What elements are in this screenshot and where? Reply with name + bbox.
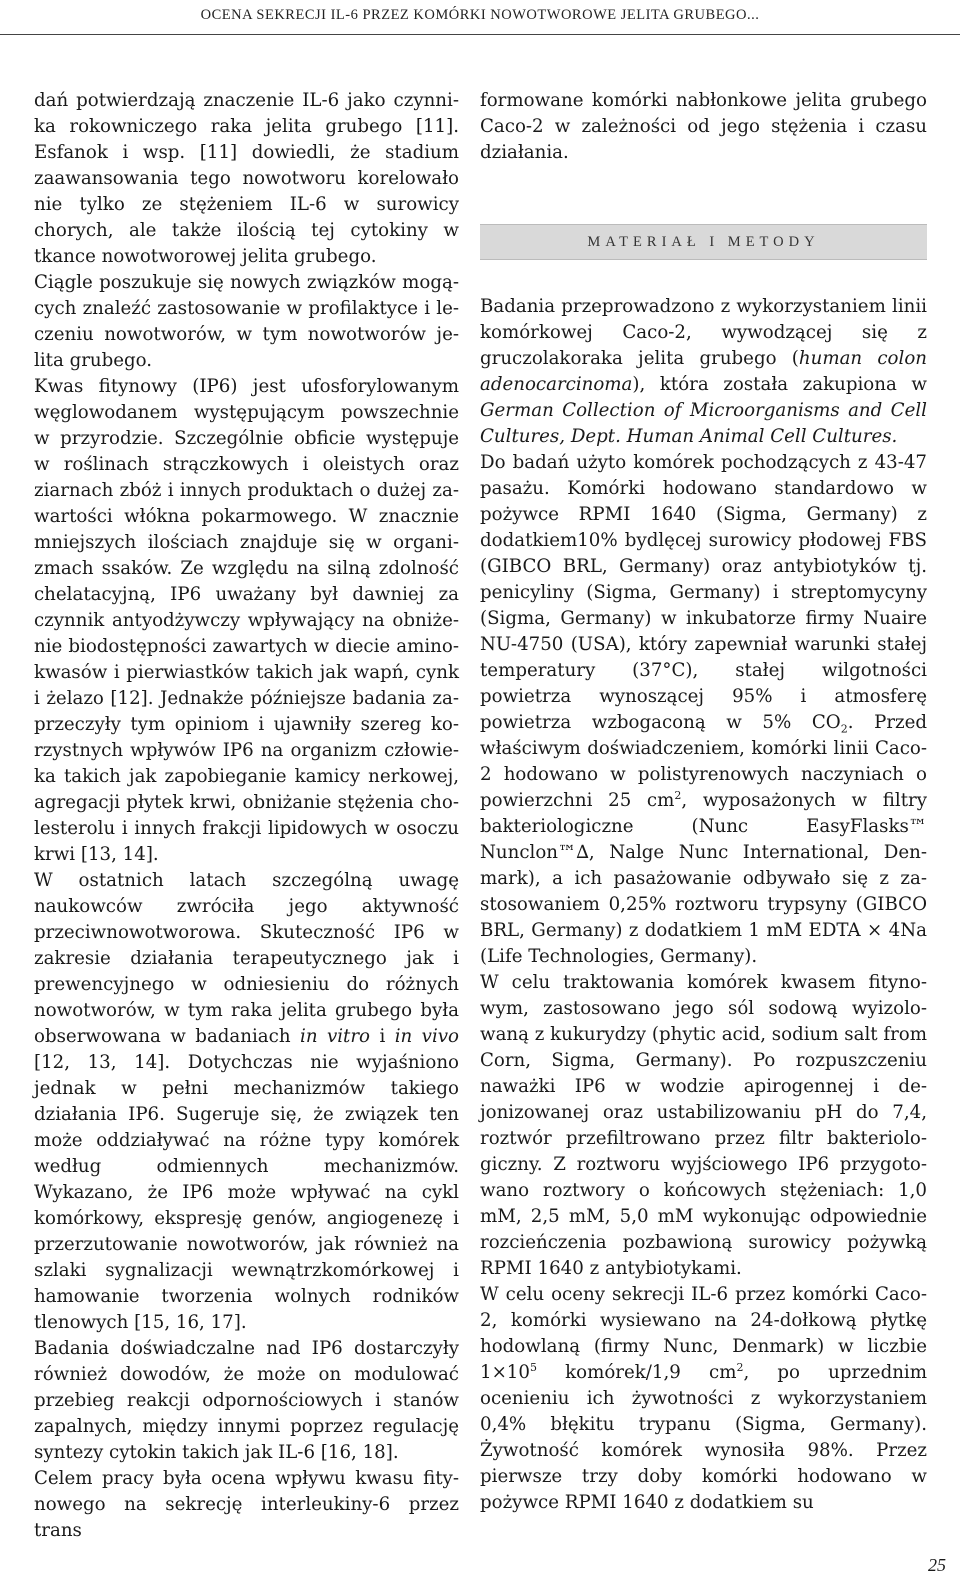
running-header: OCENA SEKRECJI IL-6 PRZEZ KOMÓRKI NOWOTWOROWE JELITA GRUBEGO...	[200, 7, 760, 23]
paragraph: Do badań użyto komórek pochodzących z 43-47 pasażu. Komórki hodowano standardowo w pożywce RPMI 1640 (Sigma, Germany) z dodatkiem10% bydlęcej surowicy płodowej FBS (GIBCO BRL, Germany) oraz antybiotyków tj. penicyliny (Sigma, Germany) i streptomycyny (Sigma, Germany) w inkubatorze firmy Nuaire NU-4750 (USA), który zapewniał warunki stałej temperatury (37°C), stałej wilgotności powietrza wynoszącej 95% i atmosferę powietrza wzbogaconą w 5% $CO_2$. Przed właściwym doświadczeniem, komórki linii Caco-2 hodowano w polistyrenowych naczyniach o powierzchni 25 $cm^2$, wyposażonych w filtry bakteriologiczne (Nunc EasyFlasks™ Nunclon™∆, Nalge Nunc International, Denmark), a ich pasażowanie odbywało się z zastosowaniem 0,25% roztworu trypsyny (GIBCO BRL, Germany) z dodatkiem 1 mM EDTA × 4Na (Life Technologies, Germany).	[480, 452, 927, 967]
paragraph: W celu oceny sekrecji IL-6 przez komórki Caco-2, komórki wysiewano na 24-dołkową płytkę hodowlaną (firmy Nunc, Denmark) w liczbie $1\times 10^5$ komórek/1,9 $cm^2$, po uprzednim ocenieniu ich żywotności z wykorzystaniem 0,4% błękitu trypanu (Sigma, Germany). Żywotność komórek wynosiła 98%. Przez pierwsze trzy doby komórki hodowano w pożywce RPMI 1640 z dodatkiem su	[480, 1284, 927, 1513]
header-rule	[0, 34, 960, 35]
paragraph: Badania przeprowadzono z wykorzystaniem linii komórkowej Caco-2, wywodzącej się z gruczolakoraka jelita grubego (human colon adenocarcinoma), która została zakupiona w German Collection of Microorganisms and Cell Cultures, Dept. Human Animal Cell Cultures.	[480, 296, 927, 447]
paragraph: formowane komórki nabłonkowe jelita grubego Caco-2 w zależności od jego stężenia i czasu działania.	[480, 90, 927, 163]
paragraph: dań potwierdzają znaczenie IL-6 jako czynnika rokowniczego raka jelita grubego [11]. Esfanok i wsp. [11] dowiedli, że stadium zaawansowania tego nowotworu korelowało nie tylko ze stężeniem IL-6 w surowicy chorych, ale także ilością tej cytokiny w tkance nowotworowej jelita grubego.	[34, 90, 459, 267]
left-column	[34, 88, 459, 1544]
paragraph: Celem pracy była ocena wpływu kwasu fitynowego na sekrecję interleukiny-6 przez trans	[34, 1468, 459, 1541]
paragraph: W ostatnich latach szczególną uwagę naukowców zwróciła jego aktywność przeciwnowotworowa. Skuteczność IP6 w zakresie działania terapeutycznego jak i prewencyjnego w odniesieniu do różnych nowotworów, w tym raka jelita grubego była obserwowana w badaniach in vitro i in vivo [12, 13, 14]. Dotychczas nie wyjaśniono jednak w pełni mechanizmów takiego działania IP6. Sugeruje się, że związek ten może oddziaływać na różne typy komórek według odmiennych mechanizmów. Wykazano, że IP6 może wpływać na cykl komórkowy, ekspresję genów, angiogenezę i przerzutowanie nowotworów, jak również na szlaki sygnalizacji wewnątrzkomórkowej i hamowanie tworzenia wolnych rodników tlenowych [15, 16, 17].	[34, 870, 459, 1333]
paragraph: Kwas fitynowy (IP6) jest ufosforylowanym węglowodanem występującym powszechnie w przyrodzie. Szczególnie obficie występuje w roślinach strączkowych i oleistych oraz ziarnach zbóż i innych produktach o dużej zawartości włókna pokarmowego. W znacznie mniejszych ilościach znajduje się w organizmach ssaków. Ze względu na silną zdolność chelatacyjną, IP6 uważany był dawniej za czynnik antyodżywczy wpływający na obniżenie biodostępności zawartych w diecie aminokwasów i pierwiastków takich jak wapń, cynk i żelazo [12]. Jednakże późniejsze badania zaprzeczyły tym opiniom i ujawniły szereg korzystnych wpływów IP6 na organizm człowieka takich jak zapobieganie kamicy nerkowej, agregacji płytek krwi, obniżanie stężenia cholesterolu i innych frakcji lipidowych w osoczu krwi [13, 14].	[34, 376, 459, 865]
paragraph: W celu traktowania komórek kwasem fitynowym, zastosowano jego sól sodową wyizolowaną z kukurydzy (phytic acid, sodium salt from Corn, Sigma, Germany). Po rozpuszczeniu naważki IP6 w wodzie apirogennej i dejonizowanej oraz ustabilizowaniu pH do 7,4, roztwór przefiltrowano przez filtr bakteriologiczny. Z roztworu wyjściowego IP6 przygotowano roztwory o końcowych stężeniach: 1,0 mM, 2,5 mM, 5,0 mM wykonując odpowiednie rozcieńczenia pozbawioną surowicy pożywką RPMI 1640 z antybiotykami.	[480, 972, 927, 1279]
paragraph: Badania doświadczalne nad IP6 dostarczyły również dowodów, że może on modulować przebieg reakcji odpornościowych i stanów zapalnych, między innymi poprzez regulację syntezy cytokin takich jak IL-6 [16, 18].	[34, 1338, 459, 1463]
paragraph: Ciągle poszukuje się nowych związków mogących znaleźć zastosowanie w profilaktyce i leczeniu nowotworów, w tym nowotworów jelita grubego.	[34, 272, 459, 371]
page-number: 25	[928, 1555, 946, 1575]
section-heading: MATERIAŁ I METODY	[480, 224, 927, 260]
right-column	[480, 88, 927, 1516]
